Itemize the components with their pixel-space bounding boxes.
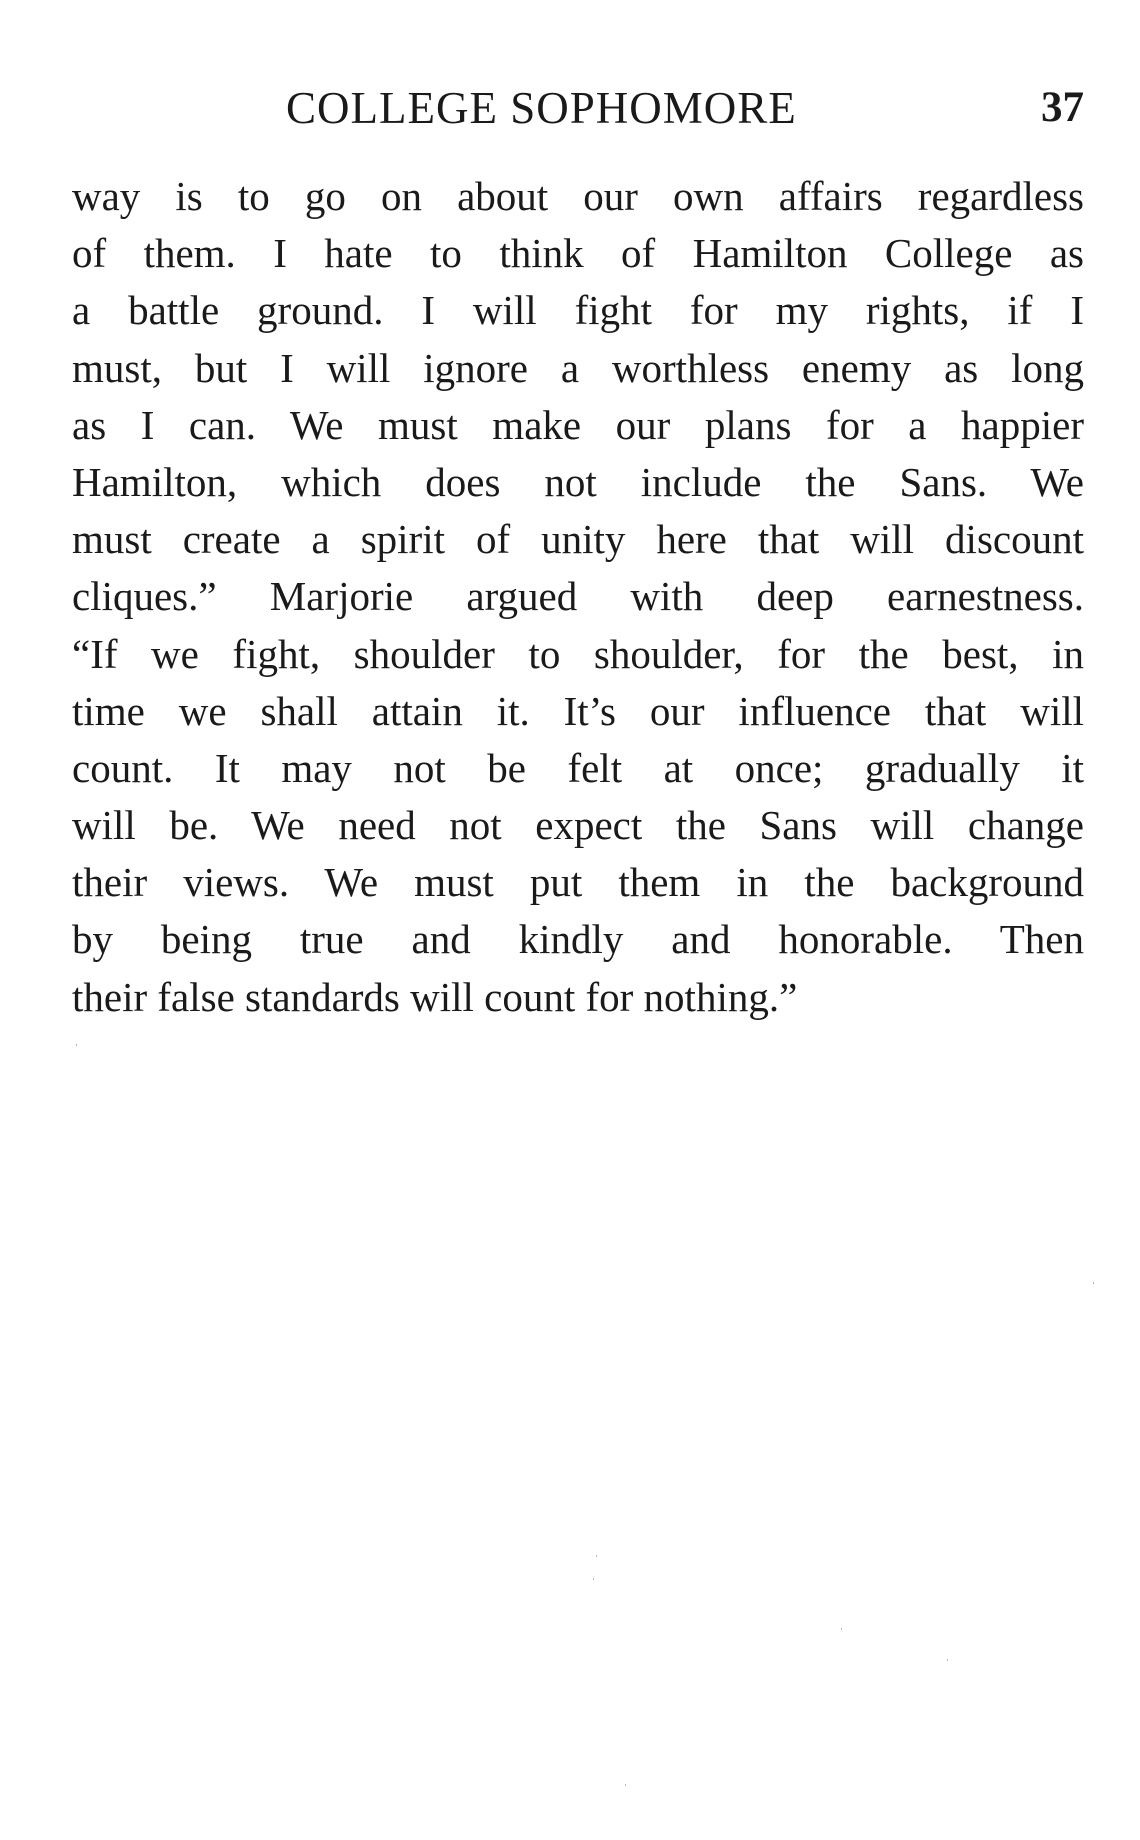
text-line: will be. We need not expect the Sans will change [72, 802, 1084, 849]
text-line: must create a spirit of unity here that will discount [72, 516, 1084, 563]
scan-speck [76, 1044, 77, 1046]
scan-speck [1093, 1282, 1094, 1284]
page-number: 37 [1041, 84, 1084, 131]
text-line: Hamilton, which does not include the Sans. We [72, 458, 1084, 505]
text-line: way is to go on about our own affairs regardless [72, 173, 1084, 219]
text-line: count. It may not be felt at once; gradually it [72, 744, 1084, 791]
text-line: by being true and kindly and honorable. Then [72, 916, 1084, 963]
text-line: their false standards will count for nothing.” [72, 973, 798, 1020]
text-line: their views. We must put them in the background [72, 859, 1084, 906]
scan-speck [596, 1555, 597, 1557]
text-line: “If we fight, shoulder to shoulder, for the best, in [72, 630, 1084, 677]
text-line: cliques.” Marjorie argued with deep earnestness. [72, 573, 1084, 620]
scan-speck [841, 1628, 842, 1630]
scan-speck [625, 1784, 626, 1786]
scan-speck [593, 1578, 594, 1580]
running-head [72, 78, 1084, 138]
text-line: time we shall attain it. It’s our influence that will [72, 687, 1084, 734]
text-line: as I can. We must make our plans for a happier [72, 401, 1084, 448]
running-title: COLLEGE SOPHOMORE [286, 83, 797, 133]
scan-speck [947, 1659, 948, 1661]
text-line: a battle ground. I will fight for my rights, if I [72, 287, 1084, 334]
text-line: of them. I hate to think of Hamilton College as [72, 230, 1084, 277]
text-line: must, but I will ignore a worthless enemy as long [72, 344, 1084, 391]
body-text [72, 168, 1084, 1026]
